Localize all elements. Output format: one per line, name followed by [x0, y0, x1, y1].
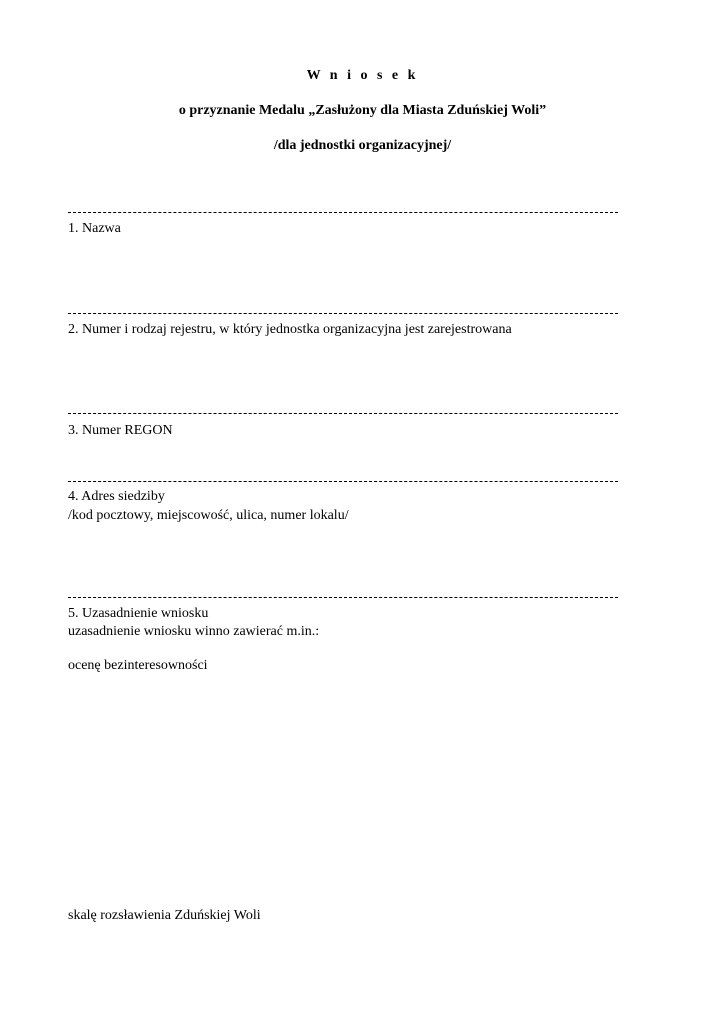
section-5-label: 5. Uzasadnienie wniosku: [68, 606, 209, 621]
separator-line: [68, 481, 618, 482]
separator-line: [68, 413, 618, 414]
section-5-note: uzasadnienie wniosku winno zawierać m.in.:: [68, 624, 320, 639]
section-5-item-fame: skalę rozsławienia Zduńskiej Woli: [68, 908, 261, 923]
section-5-item-selflessness: ocenę bezinteresowności: [68, 658, 208, 673]
section-4-label: 4. Adres siedziby: [68, 489, 165, 504]
document-subtitle-note: /dla jednostki organizacyjnej/: [273, 138, 452, 153]
document-title: W n i o s e k: [306, 68, 419, 83]
document-subtitle: o przyznanie Medalu „Zasłużony dla Miasta Zduńskiej Woli”: [178, 103, 547, 118]
separator-line: [68, 212, 618, 213]
section-1-label: 1. Nazwa: [68, 221, 121, 236]
section-3-label: 3. Numer REGON: [68, 423, 173, 438]
section-2-label: 2. Numer i rodzaj rejestru, w który jednostka organizacyjna jest zarejestrowana: [68, 322, 512, 337]
separator-line: [68, 597, 618, 598]
section-4-note: /kod pocztowy, miejscowość, ulica, numer lokalu/: [68, 508, 349, 523]
separator-line: [68, 313, 618, 314]
